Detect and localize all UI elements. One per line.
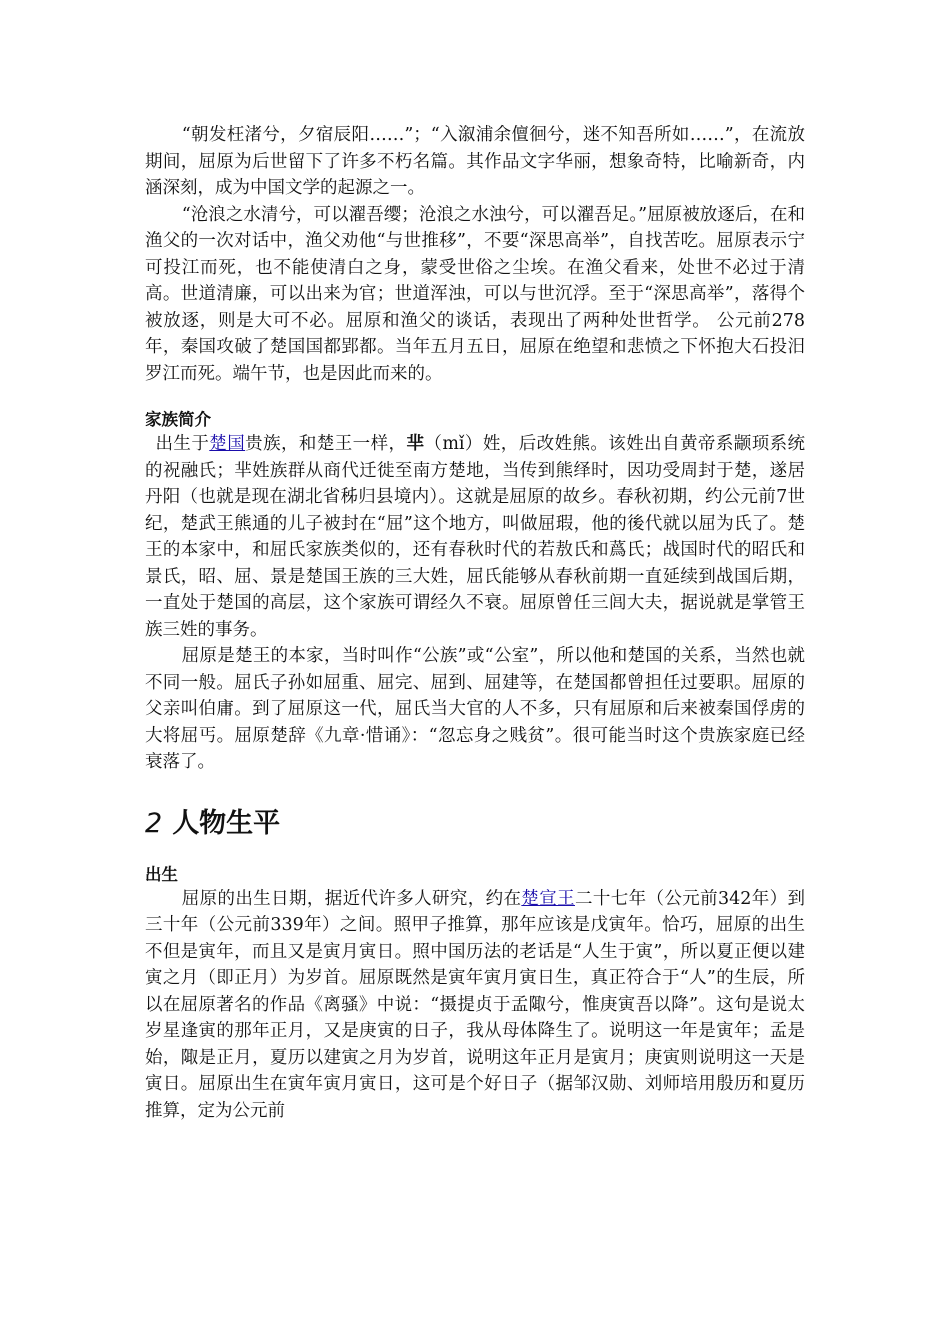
paragraph-exile-works: “朝发枉渚兮，夕宿辰阳……”；“入溆浦余儃徊兮，迷不知吾所如……”，在流放期间，屈原为后世留下了许多不朽名篇。其作品文字华丽，想象奇特，比喻新奇，内涵深刻，成为中国文学的起源之一。	[145, 125, 805, 198]
family-text-start: 出生于	[155, 434, 210, 454]
birth-text-rest: 二十七年（公元前342年）到三十年（公元前339年）之间。照甲子推算，那年应该是戊寅年。恰巧，屈原的出生不但是寅年，而且又是寅月寅日。照中国历法的老话是“人生于寅”，所以夏正便以建寅之月（即正月）为岁首。屈原既然是寅年寅月寅日生，真正符合于“人”的生辰，所以在屈原著名的作品《离骚》中说：“摄提贞于孟陬兮，惟庚寅吾以降”。这句是说太岁星逢寅的那年正月，又是庚寅的日子，我从母体降生了。说明这一年是寅年；孟是始，陬是正月，夏历以建寅之月为岁首，说明这年正月是寅月；庚寅则说明这一天是寅日。屈原出生在寅年寅月寅日，这可是个好日子（据邹汉勋、刘师培用殷历和夏历推算，定为公元前	[145, 888, 806, 1121]
paragraph-royal-kin: 屈原是楚王的本家，当时叫作“公族”或“公室”，所以他和楚国的关系，当然也就不同一般。屈氏子孙如屈重、屈完、屈到、屈建等，在楚国都曾担任过要职。屈原的父亲叫伯庸。到了屈原这一代，屈氏当大官的人不多，只有屈原和后来被秦国俘虏的大将屈丐。屈原楚辞《九章·惜诵》：“忽忘身之贱贫”。很可能当时这个贵族家庭已经衰落了。	[145, 646, 805, 772]
heading-birth: 出生	[145, 864, 178, 884]
section-number: 2	[145, 807, 163, 839]
section-title: 人物生平	[172, 807, 281, 839]
link-king-xuan-of-chu[interactable]: 楚宣王	[521, 888, 575, 909]
family-text-mid: 贵族，和楚王一样，	[245, 434, 407, 454]
document-page	[145, 122, 805, 1124]
surname-char-mi: 芈	[406, 434, 425, 454]
link-chu-state[interactable]: 楚国	[209, 434, 246, 454]
paragraph-family-origin	[145, 431, 805, 643]
section-heading-life	[145, 806, 805, 842]
paragraph-birth-date	[145, 886, 805, 1125]
paragraph-fisherman-dialogue: “沧浪之水清兮，可以濯吾缨；沧浪之水浊兮，可以濯吾足。”屈原被放逐后，在和渔父的一次对话中，渔父劝他“与世推移”，不要“深思高举”，自找苦吃。屈原表示宁可投江而死，也不能使清白之身，蒙受世俗之尘埃。在渔父看来，处世不必过于清高。世道清廉，可以出来为官；世道浑浊，可以与世沉浮。至于“深思高举”，落得个被放逐，则是大可不必。屈原和渔父的谈话，表现出了两种处世哲学。 公元前278年，秦国攻破了楚国国都郢都。当年五月五日，屈原在绝望和悲愤之下怀抱大石投汨罗江而死。端午节，也是因此而来的。	[145, 204, 805, 384]
family-text-rest: （mǐ）姓，后改姓熊。该姓出自黄帝系颛顼系统的祝融氏；芈姓族群从商代迁徙至南方楚地，当传到熊绎时，因功受周封于楚，遂居丹阳（也就是现在湖北省秭归县境内）。这就是屈原的故乡。春秋初期，约公元前7世纪，楚武王熊通的儿子被封在“屈”这个地方，叫做屈瑕，他的後代就以屈为氏了。楚王的本家中，和屈氏家族类似的，还有春秋时代的若敖氏和蔿氏；战国时代的昭氏和景氏，昭、屈、景是楚国王族的三大姓，屈氏能够从春秋前期一直延续到战国后期，一直处于楚国的高层，这个家族可谓经久不衰。屈原曾任三闾大夫，据说就是掌管王族三姓的事务。	[145, 434, 806, 640]
heading-family-intro: 家族简介	[145, 410, 211, 429]
birth-text-start: 屈原的出生日期，据近代许多人研究，约在	[181, 888, 522, 909]
